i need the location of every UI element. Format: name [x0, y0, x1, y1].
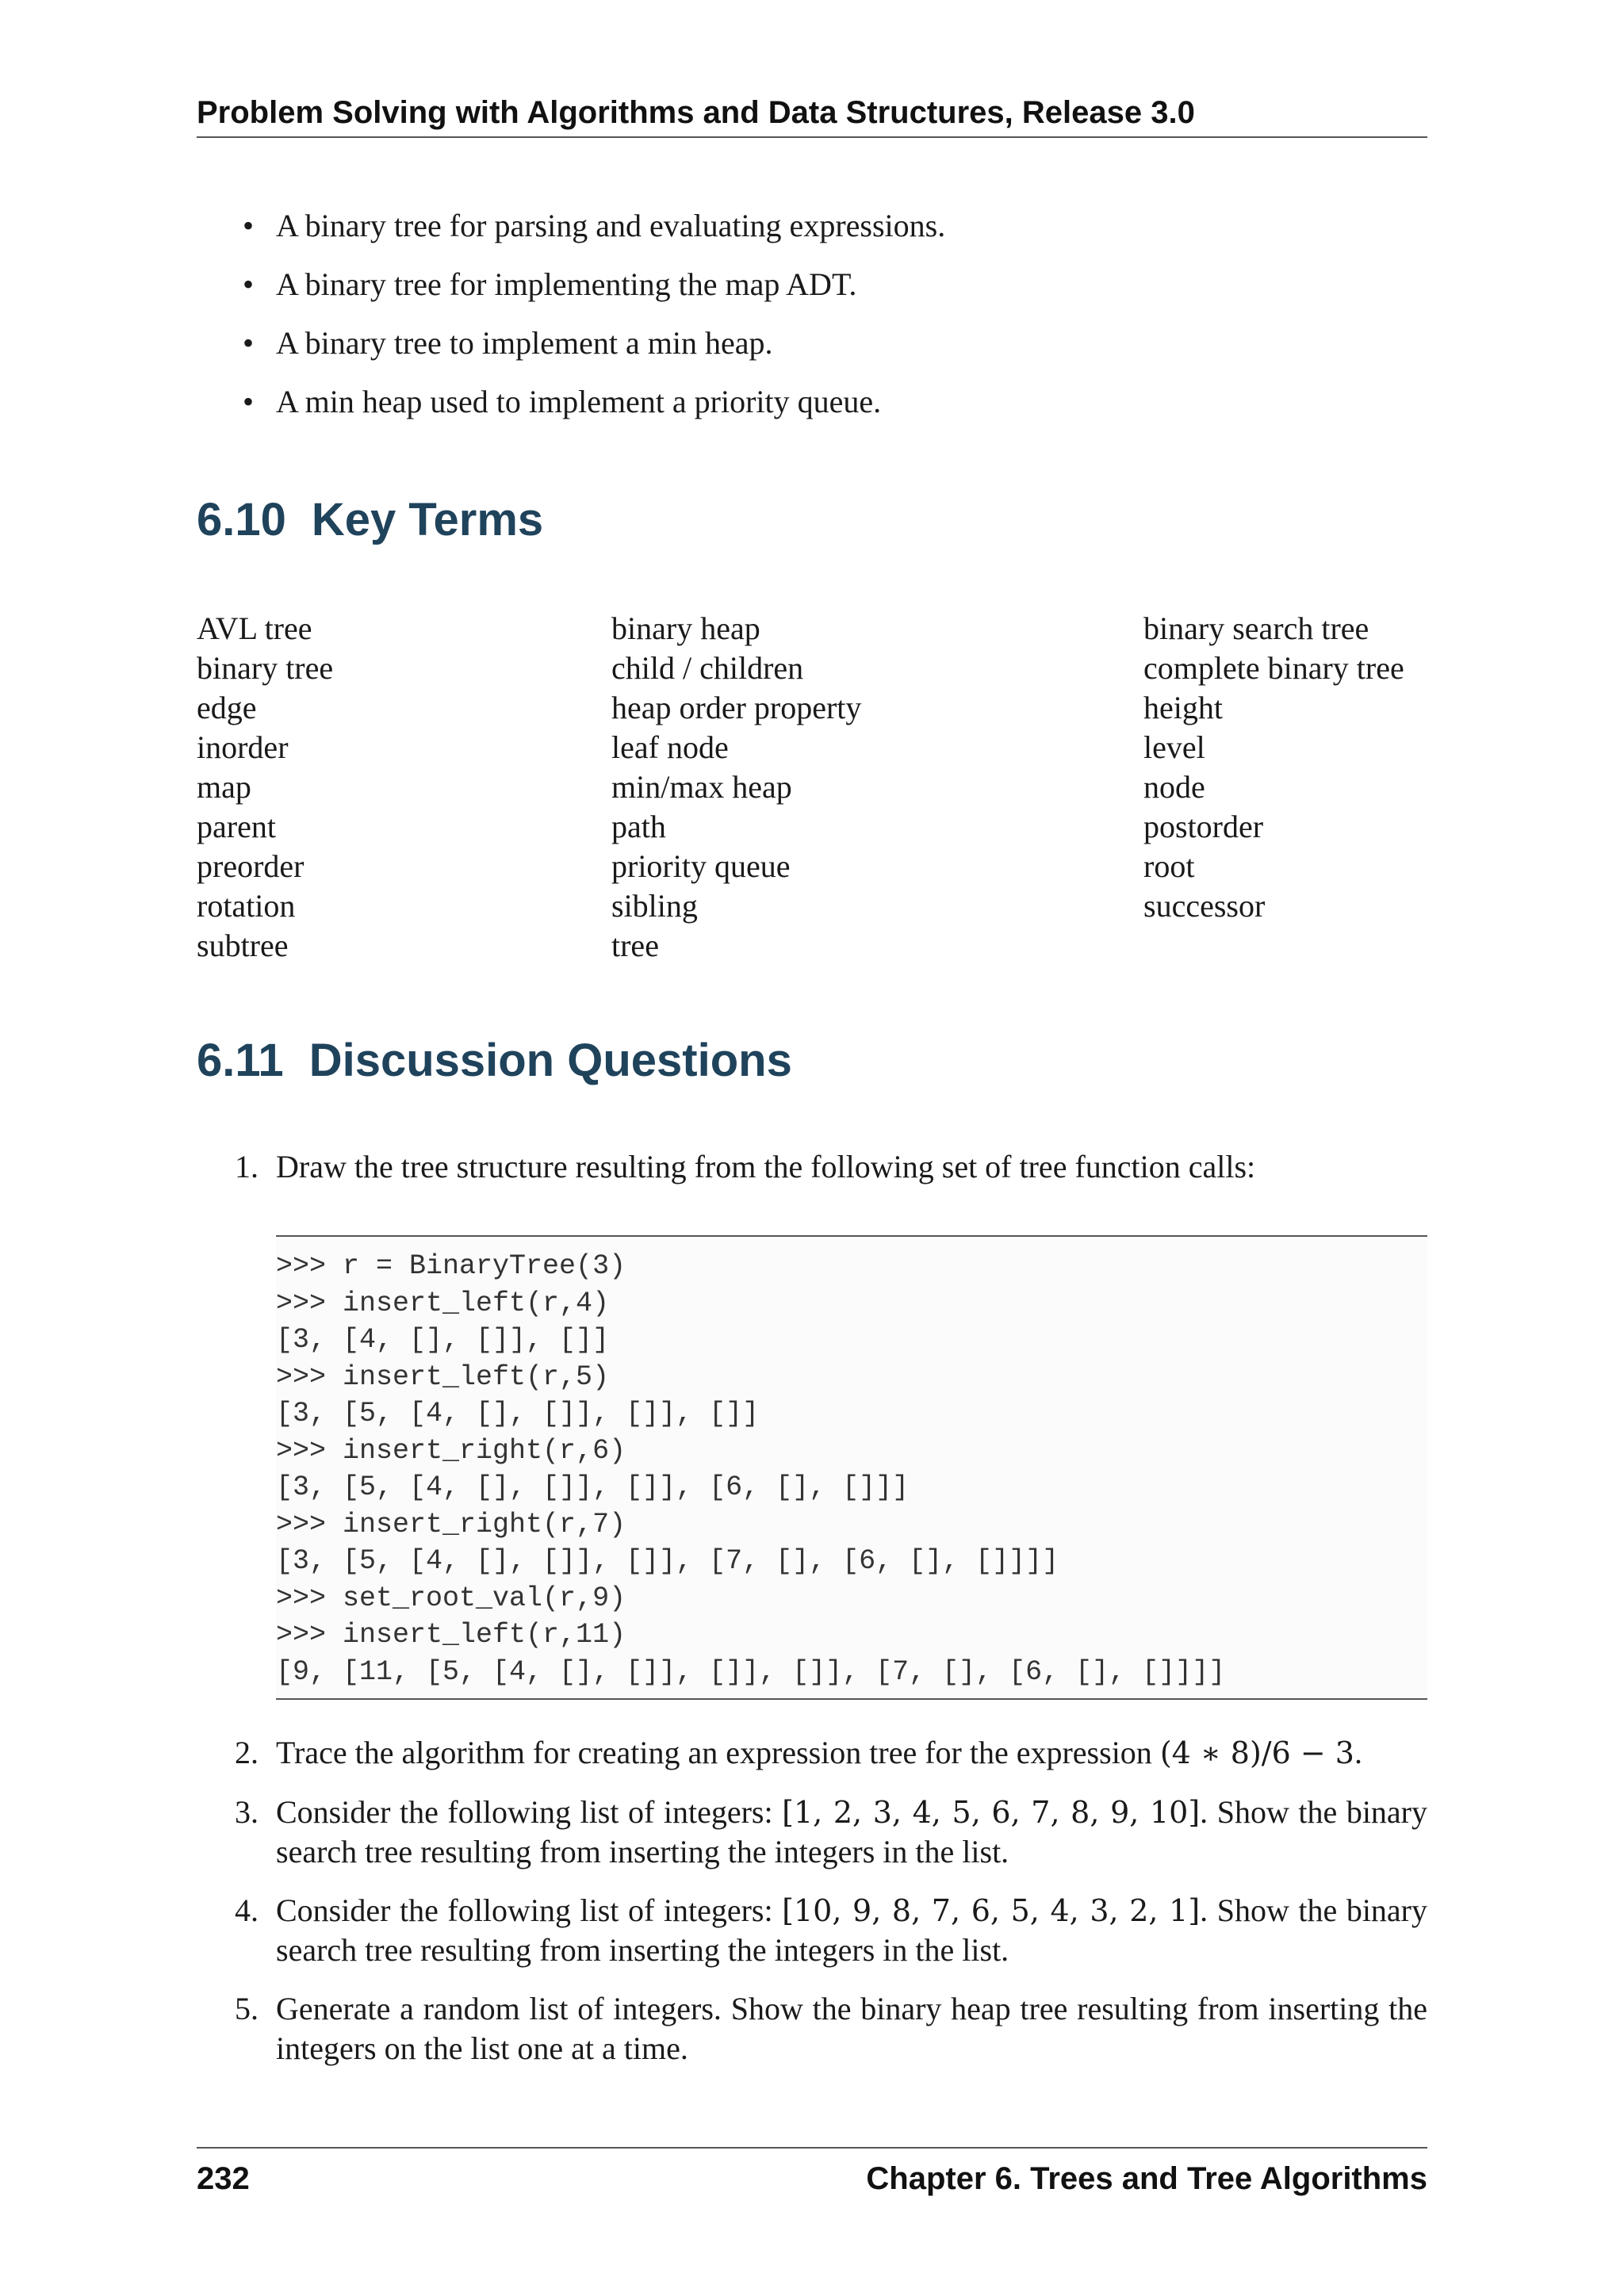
term: parent: [197, 809, 276, 844]
term: inorder: [197, 729, 289, 765]
bullet-icon: •: [243, 266, 255, 302]
term: sibling: [611, 888, 698, 924]
code-line: [3, [5, [4, [], []], []], []]: [276, 1398, 760, 1429]
question-text-tail: .: [1354, 1735, 1362, 1770]
page-number: 232: [197, 2161, 250, 2196]
code-line: >>> r = BinaryTree(3): [276, 1250, 626, 1282]
table-row: [197, 926, 1427, 966]
section-title: Discussion Questions: [308, 1035, 792, 1086]
bullet-icon: •: [243, 325, 255, 361]
table-row: [197, 688, 1427, 728]
code-line: >>> set_root_val(r,9): [276, 1582, 626, 1614]
question-number: 2.: [235, 1735, 259, 1770]
code-line: >>> insert_right(r,6): [276, 1434, 626, 1467]
question-text-lead: Consider the following list of integers:: [276, 1892, 773, 1928]
section-heading-key-terms: [197, 493, 543, 546]
code-line: [3, [5, [4, [], []], []], [6, [], []]]: [276, 1471, 910, 1503]
term: child / children: [611, 650, 804, 686]
question-number: 5.: [235, 1991, 259, 2026]
math-expression: [10, 9, 8, 7, 6, 5, 4, 3, 2, 1]: [782, 1893, 1201, 1928]
running-footer: [197, 2147, 1427, 2202]
code-line: [9, [11, [5, [4, [], []], []], []], [7, [], [6, [], []]]]: [276, 1655, 1226, 1688]
term: binary heap: [611, 610, 760, 646]
term: complete binary tree: [1143, 650, 1404, 686]
term: level: [1143, 729, 1205, 765]
bullet-text: A binary tree for implementing the map ADT.: [276, 266, 857, 302]
math-expression: [1, 2, 3, 4, 5, 6, 7, 8, 9, 10]: [782, 1795, 1201, 1830]
section-number: 6.11: [197, 1035, 284, 1086]
term: heap order property: [611, 690, 862, 725]
term: root: [1143, 848, 1195, 884]
table-row: [197, 609, 1427, 649]
term: rotation: [197, 888, 296, 924]
table-row: [197, 847, 1427, 886]
question-number: 3.: [235, 1794, 259, 1830]
term: tree: [611, 928, 659, 963]
question-text: [276, 1793, 1427, 1872]
table-row: [197, 767, 1427, 807]
term: binary tree: [197, 650, 334, 686]
list-item: [243, 378, 945, 437]
term: subtree: [197, 928, 289, 963]
code-block: [276, 1235, 1427, 1700]
term: binary search tree: [1143, 610, 1369, 646]
code-line: >>> insert_left(r,5): [276, 1360, 610, 1393]
bullet-text: A binary tree for parsing and evaluating expressions.: [276, 208, 946, 243]
bullet-icon: •: [243, 384, 255, 419]
term: height: [1143, 690, 1223, 725]
question-text-tail: . Show the binary search tree resulting from inserting the integers in the list.: [276, 1794, 1428, 1869]
question-text-tail: . Show the binary search tree resulting from inserting the integers in the list.: [276, 1892, 1428, 1968]
term: edge: [197, 690, 257, 725]
code-line: >>> insert_left(r,4): [276, 1287, 610, 1319]
key-terms-table: [197, 609, 1427, 966]
question-text: [276, 1733, 1427, 1773]
term: successor: [1143, 888, 1266, 924]
summary-bullet-list: [243, 202, 945, 437]
term: preorder: [197, 848, 304, 884]
term: AVL tree: [197, 610, 312, 646]
question-number: 1.: [235, 1149, 259, 1184]
document-page: [197, 0, 1427, 2296]
term: node: [1143, 769, 1205, 805]
code-line: >>> insert_right(r,7): [276, 1508, 626, 1540]
bullet-icon: •: [243, 208, 255, 243]
list-item: [243, 202, 945, 261]
table-row: [197, 649, 1427, 688]
term: min/max heap: [611, 769, 792, 805]
term: map: [197, 769, 251, 805]
section-heading-discussion-questions: [197, 1034, 792, 1087]
term: priority queue: [611, 848, 791, 884]
question-text: [276, 1891, 1427, 1970]
table-row: [197, 886, 1427, 926]
section-title: Key Terms: [311, 494, 544, 545]
section-number: 6.10: [197, 494, 286, 545]
term: postorder: [1143, 809, 1264, 844]
table-row: [197, 728, 1427, 767]
term: leaf node: [611, 729, 729, 765]
bullet-text: A binary tree to implement a min heap.: [276, 325, 773, 361]
math-expression: (4 ∗ 8)/6 − 3: [1159, 1735, 1354, 1770]
question-text: Generate a random list of integers. Show the binary heap tree resulting from inserting the integers on the list one at a time.: [276, 1991, 1427, 2066]
list-item: [243, 261, 945, 320]
question-number: 4.: [235, 1892, 259, 1928]
chapter-title: Chapter 6. Trees and Tree Algorithms: [866, 2161, 1427, 2196]
code-line: [3, [5, [4, [], []], []], [7, [], [6, [], []]]]: [276, 1545, 1059, 1577]
code-line: [3, [4, [], []], []]: [276, 1324, 610, 1356]
question-text-lead: Consider the following list of integers:: [276, 1794, 773, 1830]
question-text-lead: Trace the algorithm for creating an expression tree for the expression: [276, 1735, 1152, 1770]
code-line: >>> insert_left(r,11): [276, 1619, 626, 1651]
question-text: Draw the tree structure resulting from the following set of tree function calls:: [276, 1149, 1256, 1184]
term: path: [611, 809, 666, 844]
list-item: [243, 320, 945, 378]
bullet-text: A min heap used to implement a priority queue.: [276, 384, 882, 419]
table-row: [197, 807, 1427, 847]
running-header: Problem Solving with Algorithms and Data Structures, Release 3.0: [197, 89, 1427, 138]
